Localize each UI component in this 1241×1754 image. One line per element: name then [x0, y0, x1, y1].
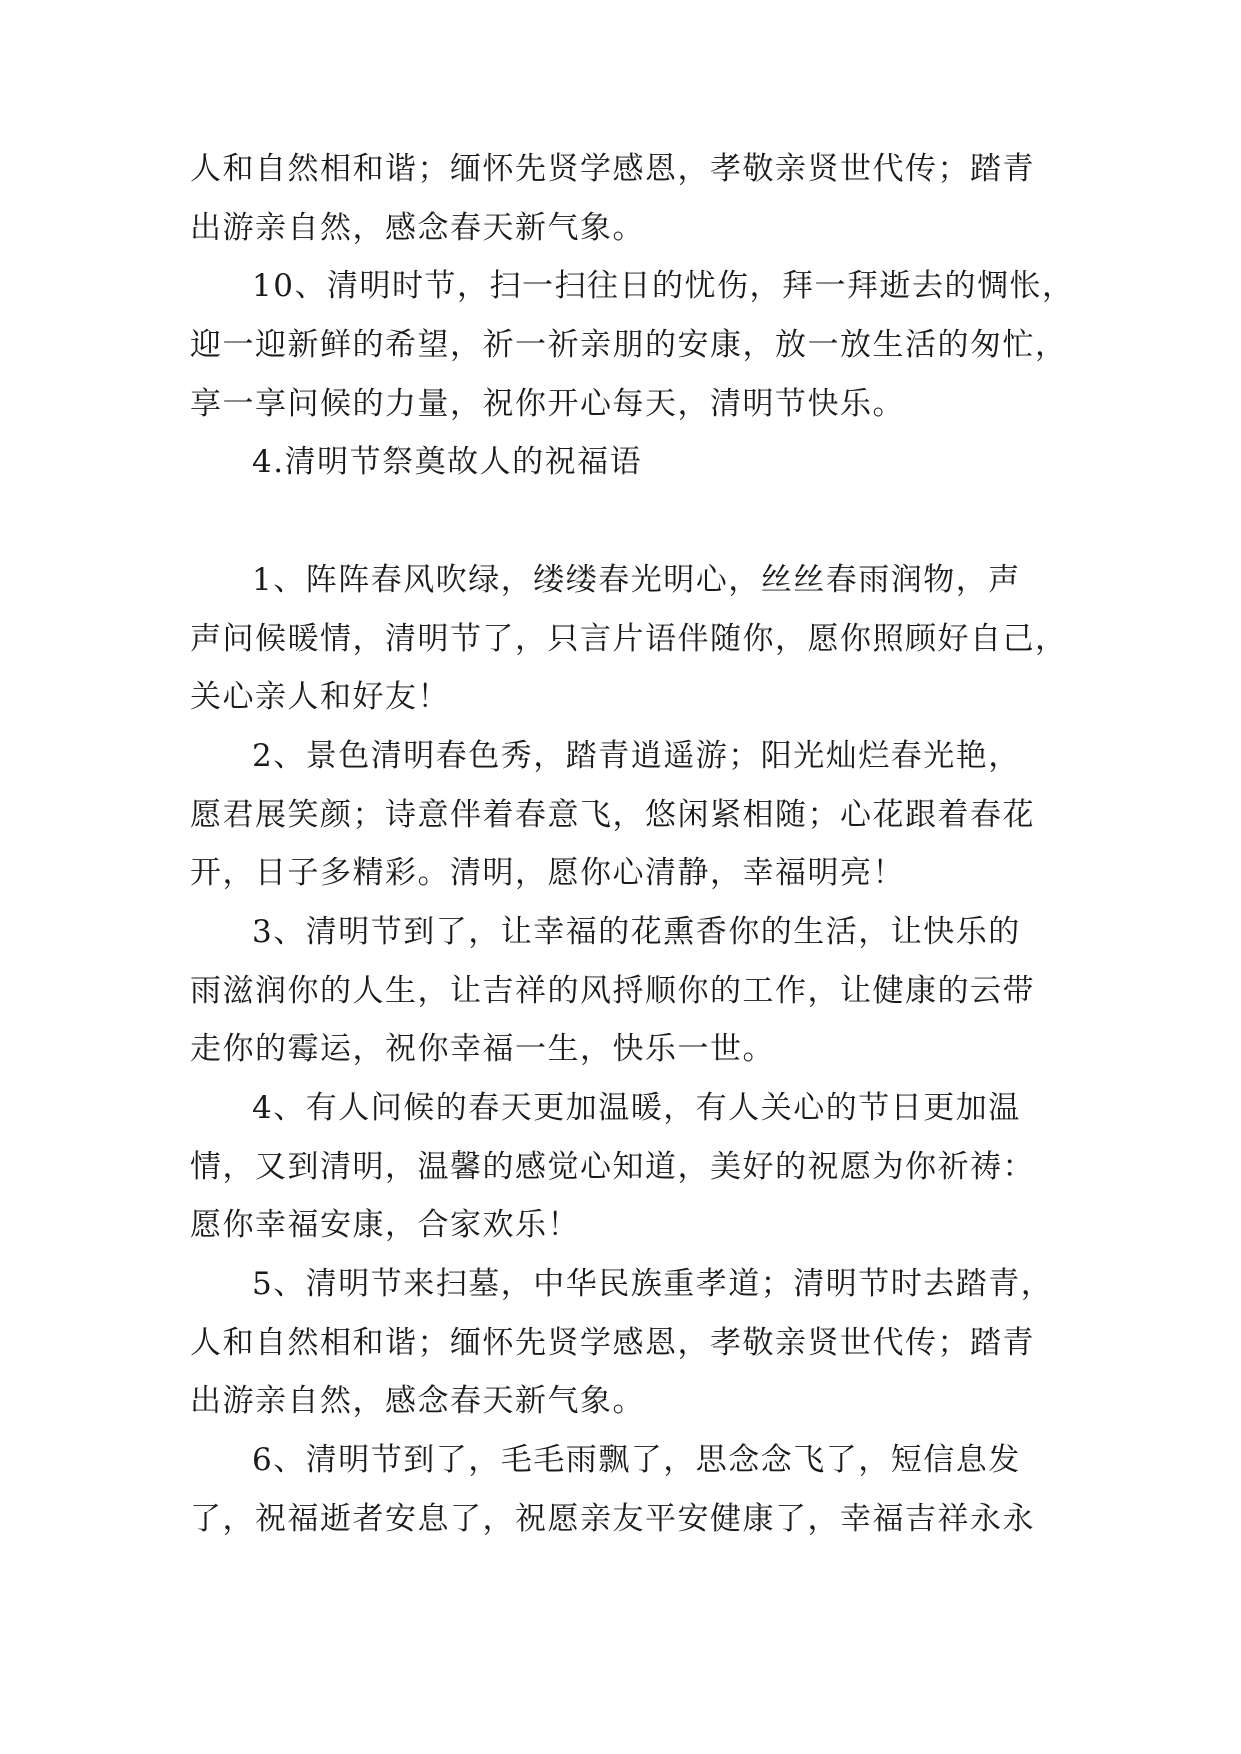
text-line: 出游亲自然，感念春天新气象。 — [190, 209, 645, 246]
document-body — [190, 140, 1075, 1549]
paragraph-2-start: 2、景色清明春色秀，踏青逍遥游；阳光灿烂春光艳， — [252, 737, 1021, 774]
text-line: 声问候暖情，清明节了，只言片语伴随你，愿你照顾好自己， — [190, 620, 1068, 657]
text-line: 开，日子多精彩。清明，愿你心清静，幸福明亮！ — [190, 855, 905, 892]
paragraph-6-start: 6、清明节到了，毛毛雨飘了，思念念飞了，短信息发 — [252, 1442, 1021, 1479]
text-line: 愿你幸福安康，合家欢乐！ — [190, 1207, 580, 1244]
paragraph-10-start: 10、清明时节，扫一扫往日的忧伤，拜一拜逝去的惆怅， — [252, 268, 1075, 305]
text-line: 了，祝福逝者安息了，祝愿亲友平安健康了，幸福吉祥永永 — [190, 1500, 1035, 1537]
blank-line — [190, 492, 1050, 551]
section-heading: 4.清明节祭奠故人的祝福语 — [252, 444, 643, 481]
text-line: 情，又到清明，温馨的感觉心知道，美好的祝愿为你祈祷： — [190, 1148, 1035, 1185]
paragraph-3-start: 3、清明节到了，让幸福的花熏香你的生活，让快乐的 — [252, 913, 1021, 950]
text-line: 享一享问候的力量，祝你开心每天，清明节快乐。 — [190, 385, 905, 422]
text-line: 人和自然相和谐；缅怀先贤学感恩，孝敬亲贤世代传；踏青 — [190, 1324, 1035, 1361]
paragraph-4-start: 4、有人问候的春天更加温暖，有人关心的节日更加温 — [252, 1090, 1021, 1126]
text-line: 雨滋润你的人生，让吉祥的风捋顺你的工作，让健康的云带 — [190, 972, 1035, 1009]
paragraph-1-start: 1、阵阵春风吹绿，缕缕春光明心，丝丝春雨润物，声 — [252, 561, 1021, 598]
text-line: 人和自然相和谐；缅怀先贤学感恩，孝敬亲贤世代传；踏青 — [190, 151, 1035, 187]
text-line: 愿君展笑颜；诗意伴着春意飞，悠闲紧相随；心花跟着春花 — [190, 796, 1035, 833]
text-line: 出游亲自然，感念春天新气象。 — [190, 1383, 645, 1420]
text-line: 走你的霉运，祝你幸福一生，快乐一世。 — [190, 1031, 775, 1068]
text-line: 关心亲人和好友！ — [190, 679, 450, 716]
paragraph-5-start: 5、清明节来扫墓，中华民族重孝道；清明节时去踏青， — [252, 1266, 1054, 1303]
text-line: 迎一迎新鲜的希望，祈一祈亲朋的安康，放一放生活的匆忙， — [190, 327, 1068, 364]
